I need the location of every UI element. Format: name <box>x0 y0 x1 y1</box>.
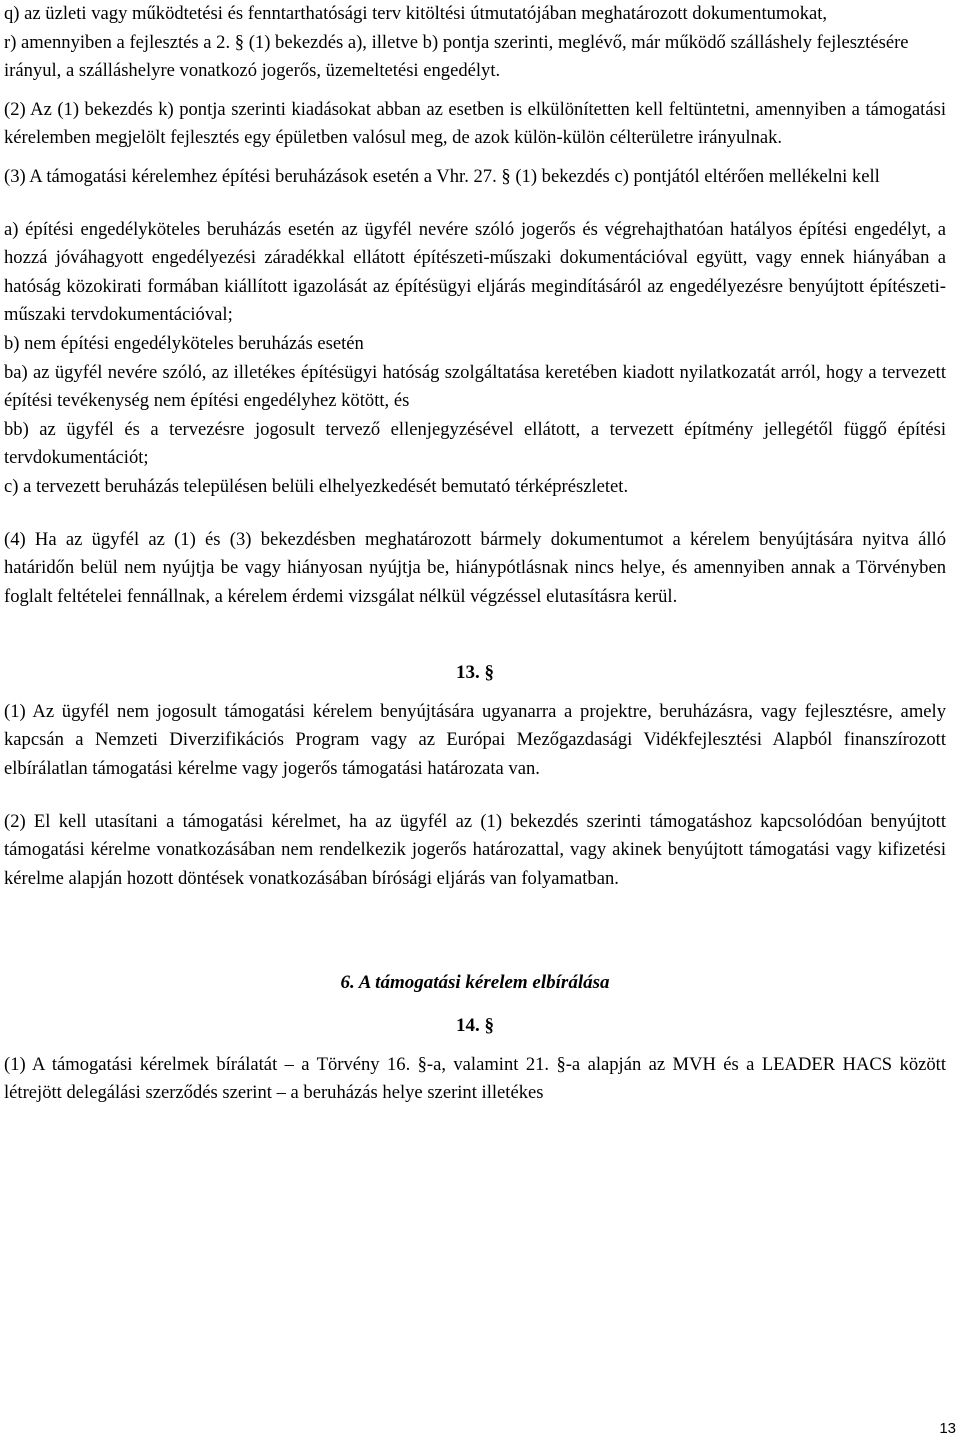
section-13-paragraph-1: (1) Az ügyfél nem jogosult támogatási kérelem benyújtására ugyanarra a projektre, beruházásra, vagy fejlesztésre, amely kapcsán a Nemzeti Diverzifikációs Program vagy az Európai Mezőgazdasági Vidékfejlesztési Alapból finanszírozott elbírálatlan támogatási kérelme vagy jogerős támogatási határozata van. <box>4 700 946 780</box>
section-13-heading: 13. § <box>456 662 494 684</box>
chapter-6-title: 6. A támogatási kérelem elbírálása <box>340 972 610 994</box>
paragraph-3-item-c: c) a tervezett beruházás településen belüli elhelyezkedését bemutató térképrészletet. <box>4 475 629 497</box>
section-14-heading: 14. § <box>456 1015 494 1037</box>
paragraph-3: (3) A támogatási kérelemhez építési beruházások esetén a Vhr. 27. § (1) bekezdés c) pontjától eltérően mellékelni kell <box>4 165 880 187</box>
paragraph-3-item-a: a) építési engedélyköteles beruházás esetén az ügyfél nevére szóló jogerős és végrehajthatóan hatályos építési engedélyt, a hozzá jóváhagyott engedélyezési záradékkal ellátott építészeti-műszaki dokumentációval együtt, vagy ennek hiányában a hatóság közokirati formában kiállított igazolását az építésügyi eljárás megindításáról az engedélyezésre benyújtott építészeti-műszaki tervdokumentációval; <box>4 218 946 326</box>
paragraph-3-item-bb: bb) az ügyfél és a tervezésre jogosult tervező ellenjegyzésével ellátott, a tervezett építmény jellegétől függő építési tervdokumentációt; <box>4 418 946 469</box>
item-q: q) az üzleti vagy működtetési és fenntarthatósági terv kitöltési útmutatójában meghatározott dokumentumokat, <box>4 3 828 24</box>
paragraph-3-item-ba: ba) az ügyfél nevére szóló, az illetékes építésügyi hatóság szolgáltatása keretében kiadott nyilatkozatát arról, hogy a tervezett építési tevékenység nem építési engedélyhez kötött, és <box>4 361 946 412</box>
paragraph-3-item-b: b) nem építési engedélyköteles beruházás esetén <box>4 332 364 354</box>
item-r: r) amennyiben a fejlesztés a 2. § (1) bekezdés a), illetve b) pontja szerinti, meglévő, már működő szálláshely fejlesztésére irányul, a szálláshelyre vonatkozó jogerős, üzemeltetési engedélyt. <box>4 31 909 82</box>
document-page <box>4 0 946 1108</box>
section-13-paragraph-2: (2) El kell utasítani a támogatási kérelmet, ha az ügyfél az (1) bekezdés szerinti támogatáshoz kapcsolódóan benyújtott támogatási kérelme vonatkozásában nem rendelkezik jogerős határozattal, vagy akinek benyújtott támogatási vagy kifizetési kérelme alapján hozott döntések vonatkozásában bírósági eljárás van folyamatban. <box>4 810 946 889</box>
page-number: 13 <box>939 1420 956 1437</box>
section-14-paragraph-1: (1) A támogatási kérelmek bírálatát – a Törvény 16. §-a, valamint 21. §-a alapján az MVH és a LEADER HACS között létrejött delegálási szerződés szerint – a beruházás helye szerint illetékes <box>4 1053 946 1104</box>
paragraph-2: (2) Az (1) bekezdés k) pontja szerinti kiadásokat abban az esetben is elkülönítetten kell feltüntetni, amennyiben a támogatási kérelemben megjelölt fejlesztés egy épületben valósul meg, de azok külön-külön célterületre irányulnak. <box>4 98 946 149</box>
paragraph-4: (4) Ha az ügyfél az (1) és (3) bekezdésben meghatározott bármely dokumentumot a kérelem benyújtására nyitva álló határidőn belül nem nyújtja be vagy hiányosan nyújtja be, hiánypótlásnak nincs helye, és amennyiben annak a Törvényben foglalt feltételei fennállnak, a kérelem érdemi vizsgálat nélkül végzéssel elutasításra kerül. <box>4 528 946 607</box>
